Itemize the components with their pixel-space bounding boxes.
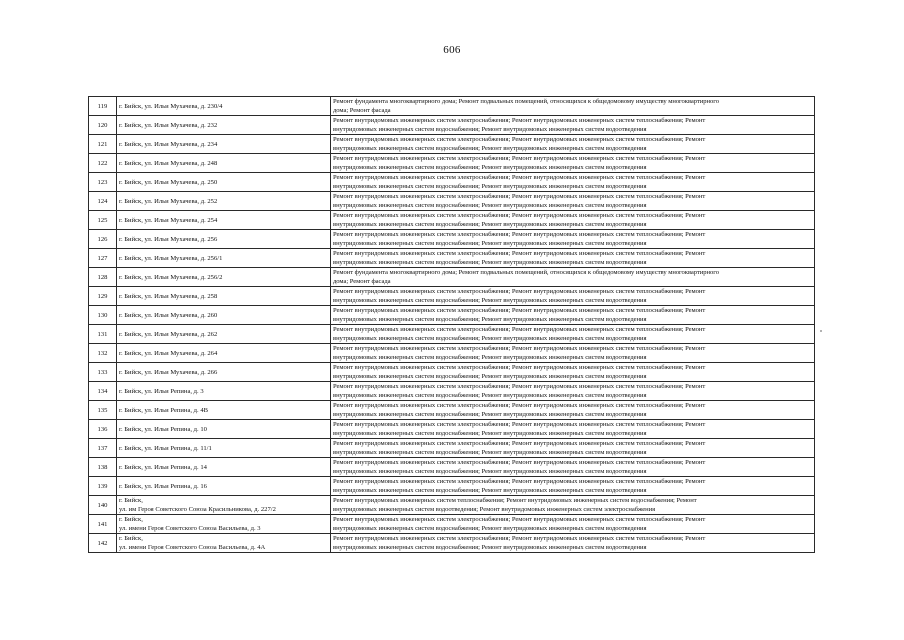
address-cell bbox=[117, 458, 331, 477]
address-cell bbox=[117, 135, 331, 154]
works-line: Ремонт внутридомовых инженерных систем электроснабжения; Ремонт внутридомовых инженерных систем теплоснабжения; Ремонт bbox=[333, 155, 706, 162]
address-line: г. Бийск, ул. Ильи Репина, д. 14 bbox=[119, 463, 207, 471]
address-line: г. Бийск, ул. Ильи Мухачева, д. 256 bbox=[119, 235, 218, 243]
table-row bbox=[89, 439, 815, 458]
address-cell bbox=[117, 116, 331, 135]
works-line: внутридомовых инженерных систем водоснабжения; Ремонт внутридомовых инженерных систем водоотведения bbox=[333, 145, 647, 152]
works-line: Ремонт внутридомовых инженерных систем теплоснабжения; Ремонт внутридомовых инженерных систем водоснабжения; Ремонт bbox=[333, 497, 697, 504]
row-number: 130 bbox=[89, 306, 117, 325]
works-line: Ремонт внутридомовых инженерных систем электроснабжения; Ремонт внутридомовых инженерных систем теплоснабжения; Ремонт bbox=[333, 478, 706, 485]
works-line: дома; Ремонт фасада bbox=[333, 107, 391, 114]
works-cell bbox=[331, 211, 815, 230]
works-line: Ремонт фундамента многоквартирного дома; Ремонт подвальных помещений, относящихся к общедомовому имуществу многоквартирного bbox=[333, 98, 719, 105]
address-line: г. Бийск, ул. Ильи Мухачева, д. 256/2 bbox=[119, 273, 223, 281]
row-number: 131 bbox=[89, 325, 117, 344]
works-line: внутридомовых инженерных систем водоснабжения; Ремонт внутридомовых инженерных систем водоотведения bbox=[333, 164, 647, 171]
address-line: г. Бийск, ул. Ильи Мухачева, д. 234 bbox=[119, 140, 218, 148]
address-line: г. Бийск, ул. Ильи Мухачева, д. 232 bbox=[119, 121, 218, 129]
works-line: Ремонт внутридомовых инженерных систем электроснабжения; Ремонт внутридомовых инженерных систем теплоснабжения; Ремонт bbox=[333, 421, 706, 428]
address-cell bbox=[117, 230, 331, 249]
address-line: г. Бийск, ул. Ильи Репина, д. 4В bbox=[119, 406, 209, 414]
address-line: ул. им Героя Советского Союза Красильникова, д. 227/2 bbox=[119, 506, 276, 513]
works-cell bbox=[331, 249, 815, 268]
address-line: г. Бийск, ул. Ильи Мухачева, д. 254 bbox=[119, 216, 218, 224]
address-line: г. Бийск, ул. Ильи Мухачева, д. 248 bbox=[119, 159, 218, 167]
row-number: 121 bbox=[89, 135, 117, 154]
works-line: Ремонт внутридомовых инженерных систем электроснабжения; Ремонт внутридомовых инженерных систем теплоснабжения; Ремонт bbox=[333, 440, 706, 447]
works-line: внутридомовых инженерных систем водоснабжения; Ремонт внутридомовых инженерных систем водоотведения bbox=[333, 449, 647, 456]
works-cell bbox=[331, 496, 815, 515]
row-number: 129 bbox=[89, 287, 117, 306]
address-cell bbox=[117, 344, 331, 363]
row-number: 140 bbox=[89, 496, 117, 515]
table-row bbox=[89, 97, 815, 116]
table-row bbox=[89, 230, 815, 249]
works-line: Ремонт внутридомовых инженерных систем электроснабжения; Ремонт внутридомовых инженерных систем теплоснабжения; Ремонт bbox=[333, 383, 706, 390]
scan-speck bbox=[820, 330, 822, 332]
table-row bbox=[89, 496, 815, 515]
works-line: Ремонт внутридомовых инженерных систем электроснабжения; Ремонт внутридомовых инженерных систем теплоснабжения; Ремонт bbox=[333, 250, 706, 257]
table-row bbox=[89, 154, 815, 173]
address-cell bbox=[117, 515, 331, 534]
address-cell bbox=[117, 173, 331, 192]
works-line: внутридомовых инженерных систем водоотведения; Ремонт внутридомовых инженерных систем электроснабжения bbox=[333, 506, 656, 513]
works-line: Ремонт внутридомовых инженерных систем электроснабжения; Ремонт внутридомовых инженерных систем теплоснабжения; Ремонт bbox=[333, 136, 706, 143]
table-row bbox=[89, 192, 815, 211]
works-cell bbox=[331, 401, 815, 420]
address-line: г. Бийск, ул. Ильи Репина, д. 16 bbox=[119, 482, 207, 490]
works-line: внутридомовых инженерных систем водоснабжения; Ремонт внутридомовых инженерных систем водоотведения bbox=[333, 487, 647, 494]
address-cell bbox=[117, 325, 331, 344]
works-line: Ремонт внутридомовых инженерных систем электроснабжения; Ремонт внутридомовых инженерных систем теплоснабжения; Ремонт bbox=[333, 326, 706, 333]
row-number: 127 bbox=[89, 249, 117, 268]
works-line: Ремонт внутридомовых инженерных систем электроснабжения; Ремонт внутридомовых инженерных систем теплоснабжения; Ремонт bbox=[333, 535, 706, 542]
works-line: Ремонт внутридомовых инженерных систем электроснабжения; Ремонт внутридомовых инженерных систем теплоснабжения; Ремонт bbox=[333, 231, 706, 238]
works-cell bbox=[331, 420, 815, 439]
works-cell bbox=[331, 382, 815, 401]
works-line: внутридомовых инженерных систем водоснабжения; Ремонт внутридомовых инженерных систем водоотведения bbox=[333, 240, 647, 247]
address-line: г. Бийск, ул. Ильи Мухачева, д. 258 bbox=[119, 292, 218, 300]
row-number: 125 bbox=[89, 211, 117, 230]
works-line: Ремонт внутридомовых инженерных систем электроснабжения; Ремонт внутридомовых инженерных систем теплоснабжения; Ремонт bbox=[333, 117, 706, 124]
row-number: 141 bbox=[89, 515, 117, 534]
works-line: Ремонт внутридомовых инженерных систем электроснабжения; Ремонт внутридомовых инженерных систем теплоснабжения; Ремонт bbox=[333, 364, 706, 371]
table-row bbox=[89, 534, 815, 553]
address-cell bbox=[117, 306, 331, 325]
works-line: внутридомовых инженерных систем водоснабжения; Ремонт внутридомовых инженерных систем водоотведения bbox=[333, 183, 647, 190]
address-cell bbox=[117, 534, 331, 553]
row-number: 137 bbox=[89, 439, 117, 458]
works-cell bbox=[331, 306, 815, 325]
row-number: 136 bbox=[89, 420, 117, 439]
works-line: Ремонт внутридомовых инженерных систем электроснабжения; Ремонт внутридомовых инженерных систем теплоснабжения; Ремонт bbox=[333, 193, 706, 200]
table-row bbox=[89, 116, 815, 135]
works-cell bbox=[331, 325, 815, 344]
works-line: Ремонт внутридомовых инженерных систем электроснабжения; Ремонт внутридомовых инженерных систем теплоснабжения; Ремонт bbox=[333, 345, 706, 352]
works-cell bbox=[331, 363, 815, 382]
row-number: 133 bbox=[89, 363, 117, 382]
table-row bbox=[89, 420, 815, 439]
address-line: г. Бийск, ул. Ильи Мухачева, д. 230/4 bbox=[119, 102, 223, 110]
works-line: Ремонт внутридомовых инженерных систем электроснабжения; Ремонт внутридомовых инженерных систем теплоснабжения; Ремонт bbox=[333, 459, 706, 466]
row-number: 119 bbox=[89, 97, 117, 116]
works-cell bbox=[331, 534, 815, 553]
table-row bbox=[89, 477, 815, 496]
address-cell bbox=[117, 420, 331, 439]
table-row bbox=[89, 306, 815, 325]
table-row bbox=[89, 458, 815, 477]
table-row bbox=[89, 515, 815, 534]
address-line: г. Бийск, ул. Ильи Мухачева, д. 262 bbox=[119, 330, 218, 338]
works-line: Ремонт внутридомовых инженерных систем электроснабжения; Ремонт внутридомовых инженерных систем теплоснабжения; Ремонт bbox=[333, 516, 706, 523]
address-cell bbox=[117, 154, 331, 173]
row-number: 128 bbox=[89, 268, 117, 287]
address-cell bbox=[117, 477, 331, 496]
works-line: внутридомовых инженерных систем водоснабжения; Ремонт внутридомовых инженерных систем водоотведения bbox=[333, 430, 647, 437]
address-line: г. Бийск, ул. Ильи Мухачева, д. 264 bbox=[119, 349, 218, 357]
address-cell bbox=[117, 211, 331, 230]
works-line: Ремонт внутридомовых инженерных систем электроснабжения; Ремонт внутридомовых инженерных систем теплоснабжения; Ремонт bbox=[333, 307, 706, 314]
row-number: 134 bbox=[89, 382, 117, 401]
works-line: внутридомовых инженерных систем водоснабжения; Ремонт внутридомовых инженерных систем водоотведения bbox=[333, 354, 647, 361]
address-cell bbox=[117, 439, 331, 458]
address-cell bbox=[117, 192, 331, 211]
registry-table-body bbox=[89, 97, 815, 553]
address-cell bbox=[117, 382, 331, 401]
address-line: г. Бийск, ул. Ильи Мухачева, д. 256/1 bbox=[119, 254, 223, 262]
works-cell bbox=[331, 477, 815, 496]
table-row bbox=[89, 135, 815, 154]
row-number: 142 bbox=[89, 534, 117, 553]
row-number: 132 bbox=[89, 344, 117, 363]
works-line: внутридомовых инженерных систем водоснабжения; Ремонт внутридомовых инженерных систем водоотведения bbox=[333, 335, 647, 342]
repair-registry-table bbox=[88, 96, 815, 553]
row-number: 139 bbox=[89, 477, 117, 496]
address-cell bbox=[117, 363, 331, 382]
address-line: ул. имени Героя Советского Союза Васильева, д. 4А bbox=[119, 544, 266, 551]
works-line: внутридомовых инженерных систем водоснабжения; Ремонт внутридомовых инженерных систем водоотведения bbox=[333, 316, 647, 323]
works-line: Ремонт внутридомовых инженерных систем электроснабжения; Ремонт внутридомовых инженерных систем теплоснабжения; Ремонт bbox=[333, 174, 706, 181]
address-cell bbox=[117, 249, 331, 268]
works-cell bbox=[331, 268, 815, 287]
works-cell bbox=[331, 154, 815, 173]
works-line: внутридомовых инженерных систем водоснабжения; Ремонт внутридомовых инженерных систем водоотведения bbox=[333, 468, 647, 475]
row-number: 126 bbox=[89, 230, 117, 249]
row-number: 124 bbox=[89, 192, 117, 211]
works-line: внутридомовых инженерных систем водоснабжения; Ремонт внутридомовых инженерных систем водоотведения bbox=[333, 544, 647, 551]
works-line: внутридомовых инженерных систем водоснабжения; Ремонт внутридомовых инженерных систем водоотведения bbox=[333, 126, 647, 133]
table-row bbox=[89, 401, 815, 420]
works-line: Ремонт внутридомовых инженерных систем электроснабжения; Ремонт внутридомовых инженерных систем теплоснабжения; Ремонт bbox=[333, 402, 706, 409]
works-cell bbox=[331, 344, 815, 363]
address-line: г. Бийск, ул. Ильи Репина, д. 10 bbox=[119, 425, 207, 433]
works-line: Ремонт фундамента многоквартирного дома; Ремонт подвальных помещений, относящихся к общедомовому имуществу многоквартирного bbox=[333, 269, 719, 276]
address-line: г. Бийск, bbox=[119, 516, 143, 523]
works-line: внутридомовых инженерных систем водоснабжения; Ремонт внутридомовых инженерных систем водоотведения bbox=[333, 525, 647, 532]
works-cell bbox=[331, 515, 815, 534]
table-row bbox=[89, 173, 815, 192]
address-cell bbox=[117, 268, 331, 287]
address-line: г. Бийск, ул. Ильи Мухачева, д. 252 bbox=[119, 197, 218, 205]
works-line: внутридомовых инженерных систем водоснабжения; Ремонт внутридомовых инженерных систем водоотведения bbox=[333, 373, 647, 380]
table-row bbox=[89, 249, 815, 268]
address-line: г. Бийск, ул. Ильи Мухачева, д. 260 bbox=[119, 311, 218, 319]
row-number: 138 bbox=[89, 458, 117, 477]
table-row bbox=[89, 382, 815, 401]
address-cell bbox=[117, 401, 331, 420]
works-cell bbox=[331, 173, 815, 192]
address-line: г. Бийск, ул. Ильи Репина, д. 3 bbox=[119, 387, 204, 395]
address-cell bbox=[117, 97, 331, 116]
address-line: г. Бийск, bbox=[119, 497, 143, 504]
works-cell bbox=[331, 116, 815, 135]
address-cell bbox=[117, 496, 331, 515]
works-line: внутридомовых инженерных систем водоснабжения; Ремонт внутридомовых инженерных систем водоотведения bbox=[333, 221, 647, 228]
works-cell bbox=[331, 135, 815, 154]
address-line: г. Бийск, ул. Ильи Мухачева, д. 250 bbox=[119, 178, 218, 186]
table-row bbox=[89, 211, 815, 230]
works-cell bbox=[331, 439, 815, 458]
row-number: 135 bbox=[89, 401, 117, 420]
works-line: внутридомовых инженерных систем водоснабжения; Ремонт внутридомовых инженерных систем водоотведения bbox=[333, 259, 647, 266]
works-cell bbox=[331, 192, 815, 211]
table-row bbox=[89, 363, 815, 382]
row-number: 120 bbox=[89, 116, 117, 135]
address-line: г. Бийск, bbox=[119, 535, 143, 542]
works-line: внутридомовых инженерных систем водоснабжения; Ремонт внутридомовых инженерных систем водоотведения bbox=[333, 411, 647, 418]
works-line: внутридомовых инженерных систем водоснабжения; Ремонт внутридомовых инженерных систем водоотведения bbox=[333, 202, 647, 209]
works-line: внутридомовых инженерных систем водоснабжения; Ремонт внутридомовых инженерных систем водоотведения bbox=[333, 297, 647, 304]
table-row bbox=[89, 325, 815, 344]
row-number: 122 bbox=[89, 154, 117, 173]
table-row bbox=[89, 268, 815, 287]
works-cell bbox=[331, 97, 815, 116]
works-cell bbox=[331, 287, 815, 306]
page-number: 606 bbox=[443, 44, 461, 56]
works-line: внутридомовых инженерных систем водоснабжения; Ремонт внутридомовых инженерных систем водоотведения bbox=[333, 392, 647, 399]
address-line: г. Бийск, ул. Ильи Репина, д. 11/1 bbox=[119, 444, 212, 452]
works-cell bbox=[331, 230, 815, 249]
works-line: Ремонт внутридомовых инженерных систем электроснабжения; Ремонт внутридомовых инженерных систем теплоснабжения; Ремонт bbox=[333, 288, 706, 295]
row-number: 123 bbox=[89, 173, 117, 192]
address-line: ул. имени Героя Советского Союза Васильева, д. 3 bbox=[119, 525, 261, 532]
works-line: дома; Ремонт фасада bbox=[333, 278, 391, 285]
address-cell bbox=[117, 287, 331, 306]
works-line: Ремонт внутридомовых инженерных систем электроснабжения; Ремонт внутридомовых инженерных систем теплоснабжения; Ремонт bbox=[333, 212, 706, 219]
table-row bbox=[89, 344, 815, 363]
address-line: г. Бийск, ул. Ильи Мухачева, д. 266 bbox=[119, 368, 218, 376]
works-cell bbox=[331, 458, 815, 477]
table-row bbox=[89, 287, 815, 306]
